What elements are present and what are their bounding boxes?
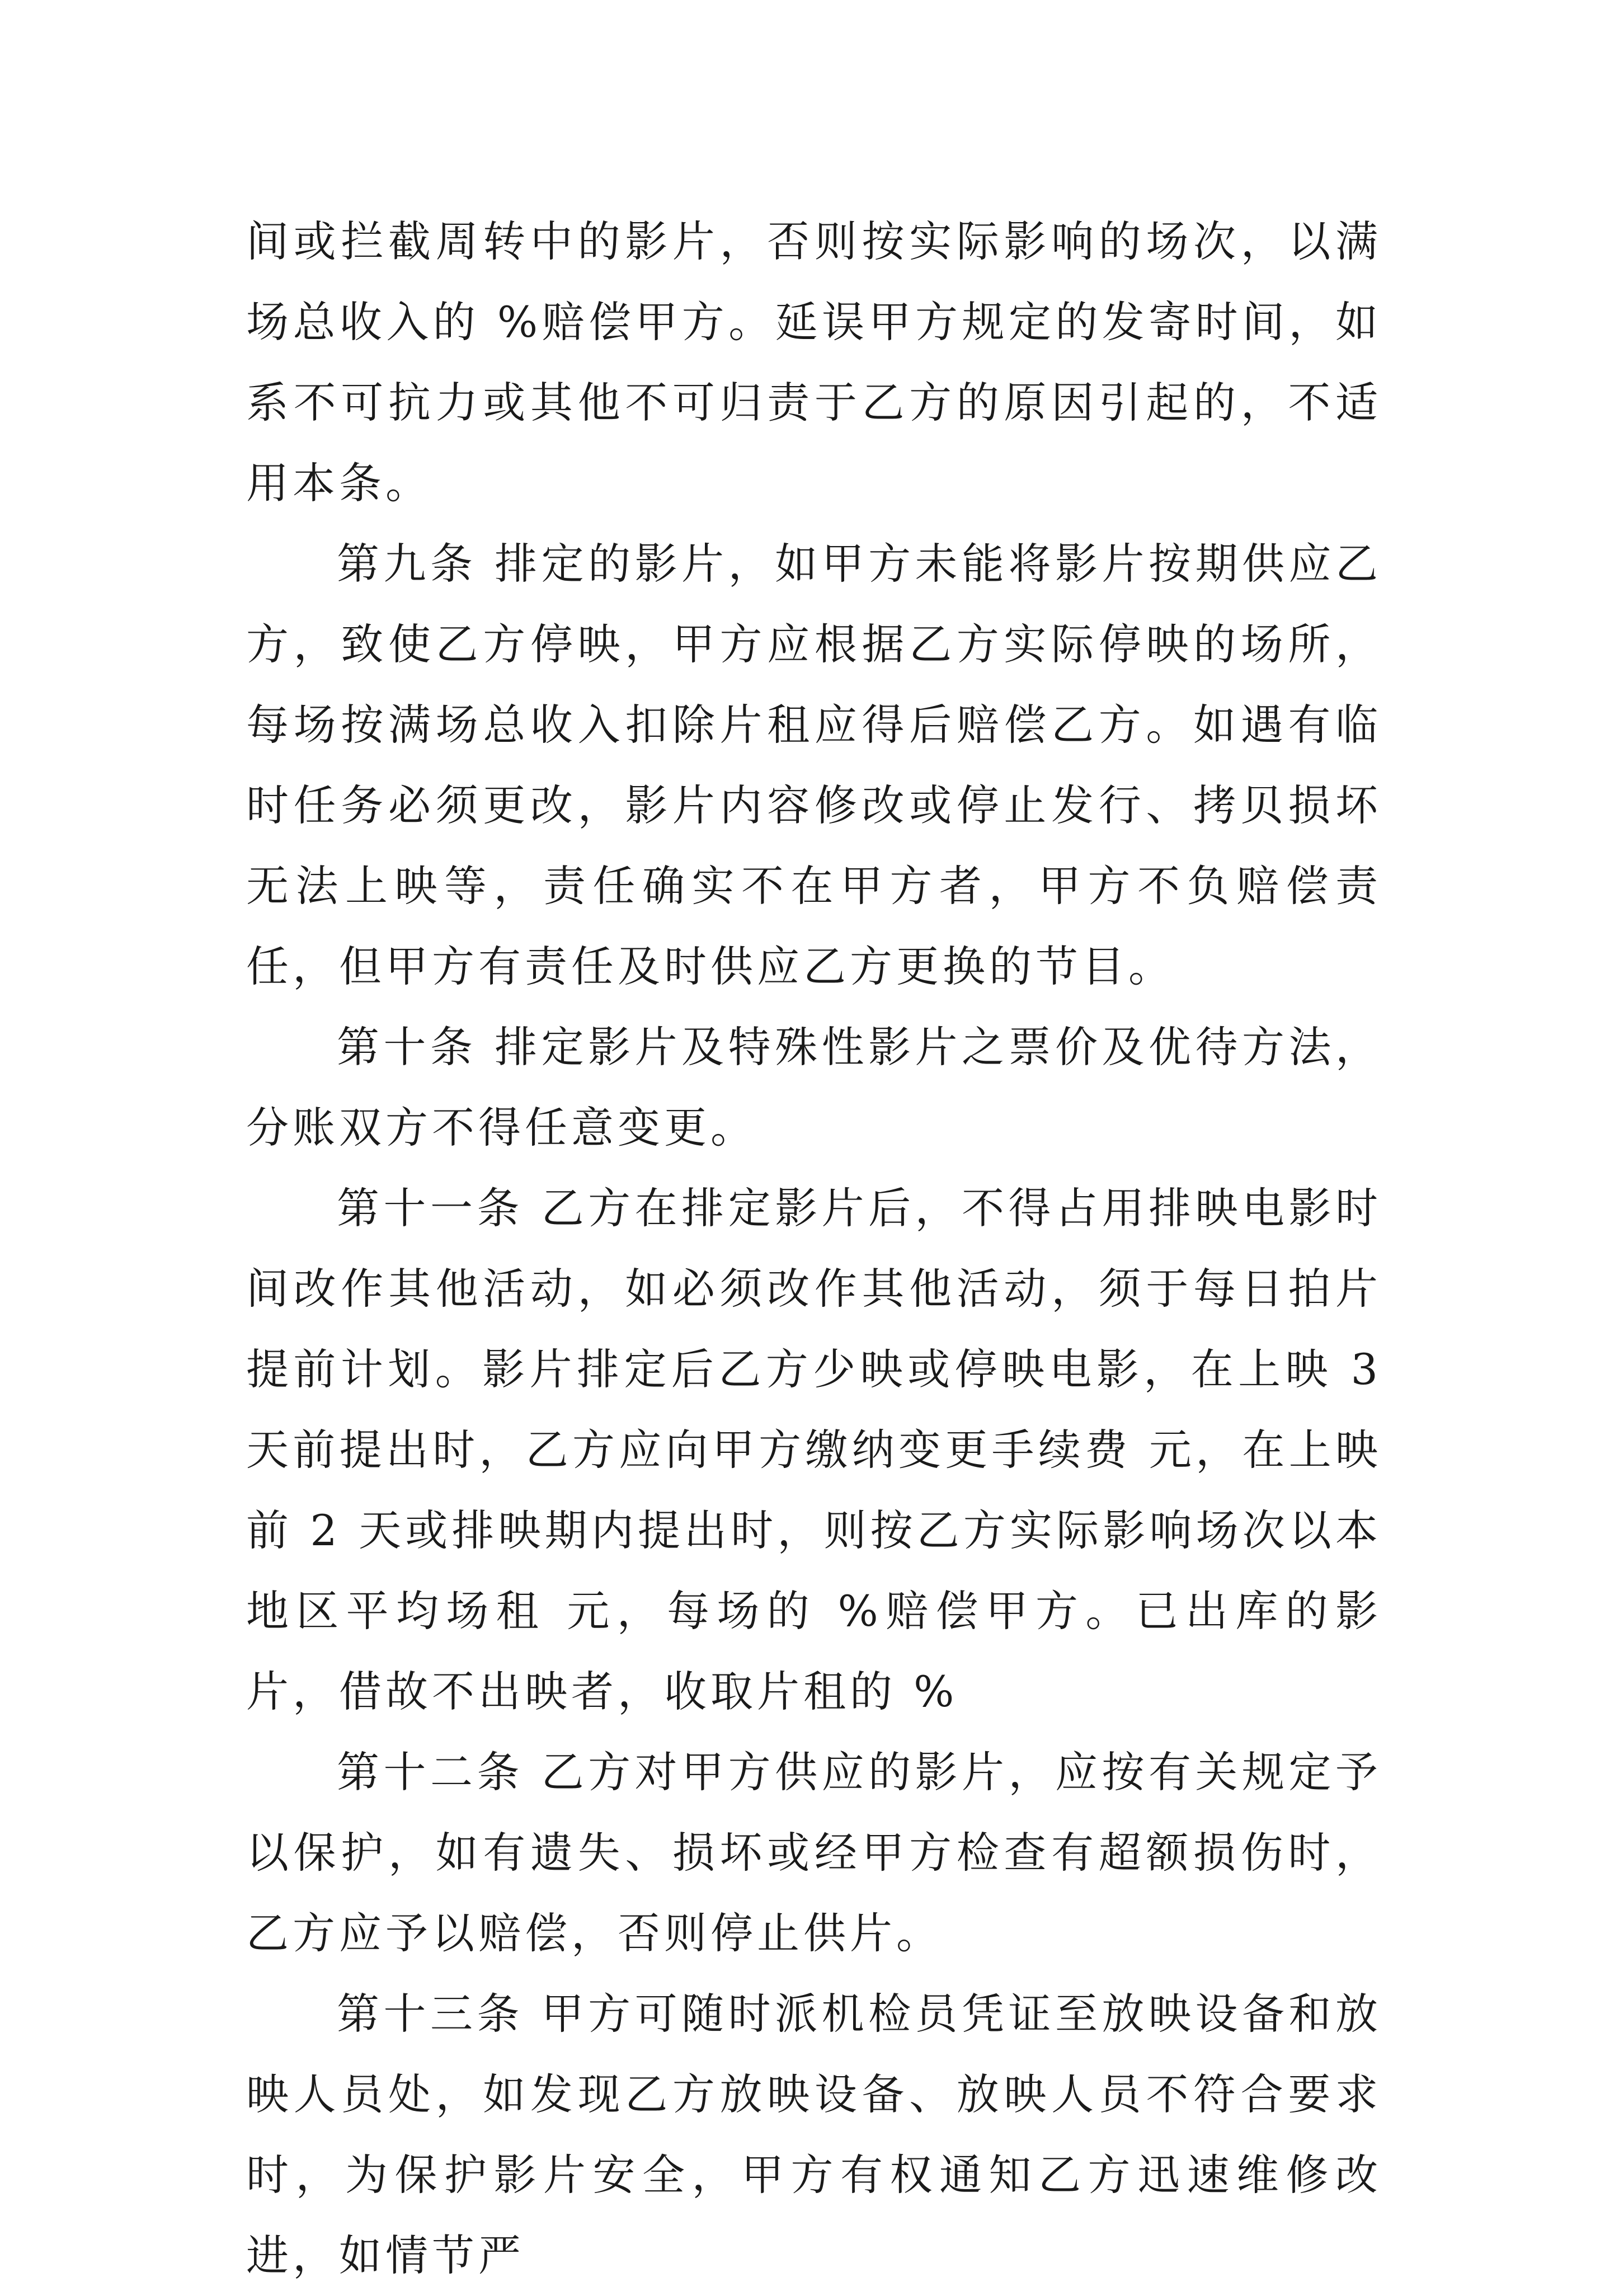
paragraph-article-13: 第十三条 甲方可随时派机检员凭证至放映设备和放映人员处，如发现乙方放映设备、放映人员不符合要求时，为保护影片安全，甲方有权通知乙方迅速维修改进，如情节严 bbox=[246, 1989, 1382, 2280]
paragraph-article-9: 第九条 排定的影片，如甲方未能将影片按期供应乙方，致使乙方停映，甲方应根据乙方实际停映的场所，每场按满场总收入扣除片租应得后赔偿乙方。如遇有临时任务必须更改，影片内容修改或停止发行、拷贝损坏无法上映等，责任确实不在甲方者，甲方不负赔偿责任，但甲方有责任及时供应乙方更换的节目。 bbox=[246, 539, 1382, 991]
paragraph-article-10: 第十条 排定影片及特殊性影片之票价及优待方法，分账双方不得任意变更。 bbox=[246, 1022, 1382, 1152]
paragraph-continuation: 间或拦截周转中的影片，否则按实际影响的场次，以满场总收入的 %赔偿甲方。延误甲方规定的发寄时间，如系不可抗力或其他不可归责于乙方的原因引起的，不适用本条。 bbox=[246, 217, 1382, 508]
paragraph-article-12: 第十二条 乙方对甲方供应的影片，应按有关规定予以保护，如有遗失、损坏或经甲方检查有超额损伤时，乙方应予以赔偿，否则停止供片。 bbox=[246, 1747, 1382, 1958]
paragraph-article-11: 第十一条 乙方在排定影片后，不得占用排映电影时间改作其他活动，如必须改作其他活动，须于每日拍片提前计划。影片排定后乙方少映或停映电影，在上映 3 天前提出时，乙方应向甲方缴纳变更手续费 元，在上映前 2 天或排映期内提出时，则按乙方实际影响场次以本地区平均场租 元，每场的 %赔偿甲方。已出库的影片，借故不出映者，收取片租的 % bbox=[246, 1183, 1382, 1716]
document-body bbox=[246, 201, 1382, 2296]
